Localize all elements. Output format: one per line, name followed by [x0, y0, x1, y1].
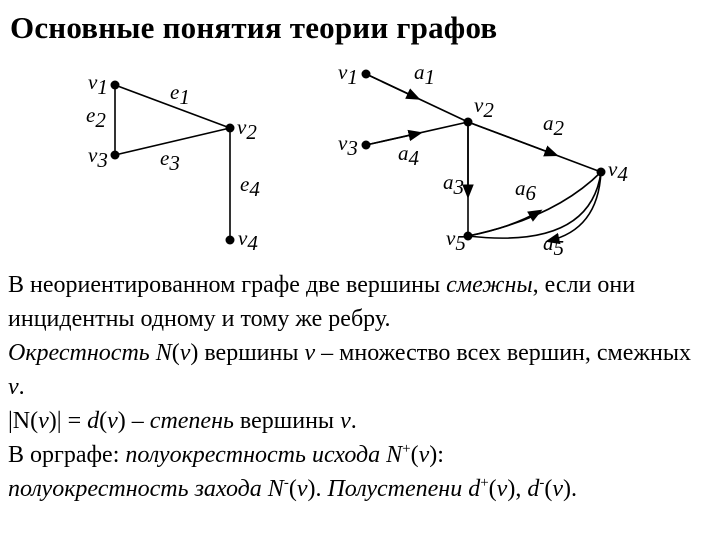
- dvertex-v4: [597, 168, 606, 177]
- directed-graph: [338, 60, 628, 260]
- para-digraph-in: полуокрестность захода N-(v). Полустепени d+(v), d-(v).: [8, 475, 577, 502]
- vertex-v1: [111, 81, 120, 90]
- label-v1: v1: [88, 70, 108, 99]
- dlabel-a3: a3: [443, 170, 464, 199]
- label-v4: v4: [238, 226, 258, 255]
- dlabel-a5: a5: [543, 231, 564, 260]
- dlabel-a6: a6: [515, 176, 536, 205]
- label-e2: e2: [86, 103, 106, 132]
- vertex-v2: [226, 124, 235, 133]
- dvertex-v3: [362, 141, 371, 150]
- dlabel-a2: a2: [543, 111, 564, 140]
- undirected-graph: [86, 70, 260, 255]
- dlabel-v4: v4: [608, 157, 628, 186]
- dlabel-v3: v3: [338, 131, 358, 160]
- label-e1: e1: [170, 80, 190, 109]
- dlabel-v5: v5: [446, 226, 466, 255]
- dlabel-a4: a4: [398, 141, 419, 170]
- vertex-v4: [226, 236, 235, 245]
- arc-a1: [366, 74, 418, 99]
- dlabel-v2: v2: [474, 93, 494, 122]
- dlabel-a1: a1: [414, 60, 435, 89]
- arc-a4: [366, 133, 420, 145]
- label-e4: e4: [240, 172, 260, 201]
- label-e3: e3: [160, 146, 180, 175]
- dvertex-v1: [362, 70, 371, 79]
- label-v2: v2: [237, 115, 257, 144]
- label-v3: v3: [88, 143, 108, 172]
- para-degree: |N(v)| = d(v) – степень вершины v.: [8, 408, 357, 434]
- para-digraph-out: В орграфе: полуокрестность исхода N+(v):: [8, 441, 444, 468]
- vertex-v3: [111, 151, 120, 160]
- definitions-text: [8, 268, 712, 506]
- para-adjacent: В неориентированном графе две вершины смежны, если они инцидентны одному и тому же ребру.: [8, 272, 636, 332]
- slide-title: Основные понятия теории графов: [10, 10, 498, 45]
- dvertex-v2: [464, 118, 473, 127]
- dlabel-v1: v1: [338, 60, 358, 89]
- para-neighborhood: Окрестность N(v) вершины v – множество всех вершин, смежных v.: [8, 340, 691, 400]
